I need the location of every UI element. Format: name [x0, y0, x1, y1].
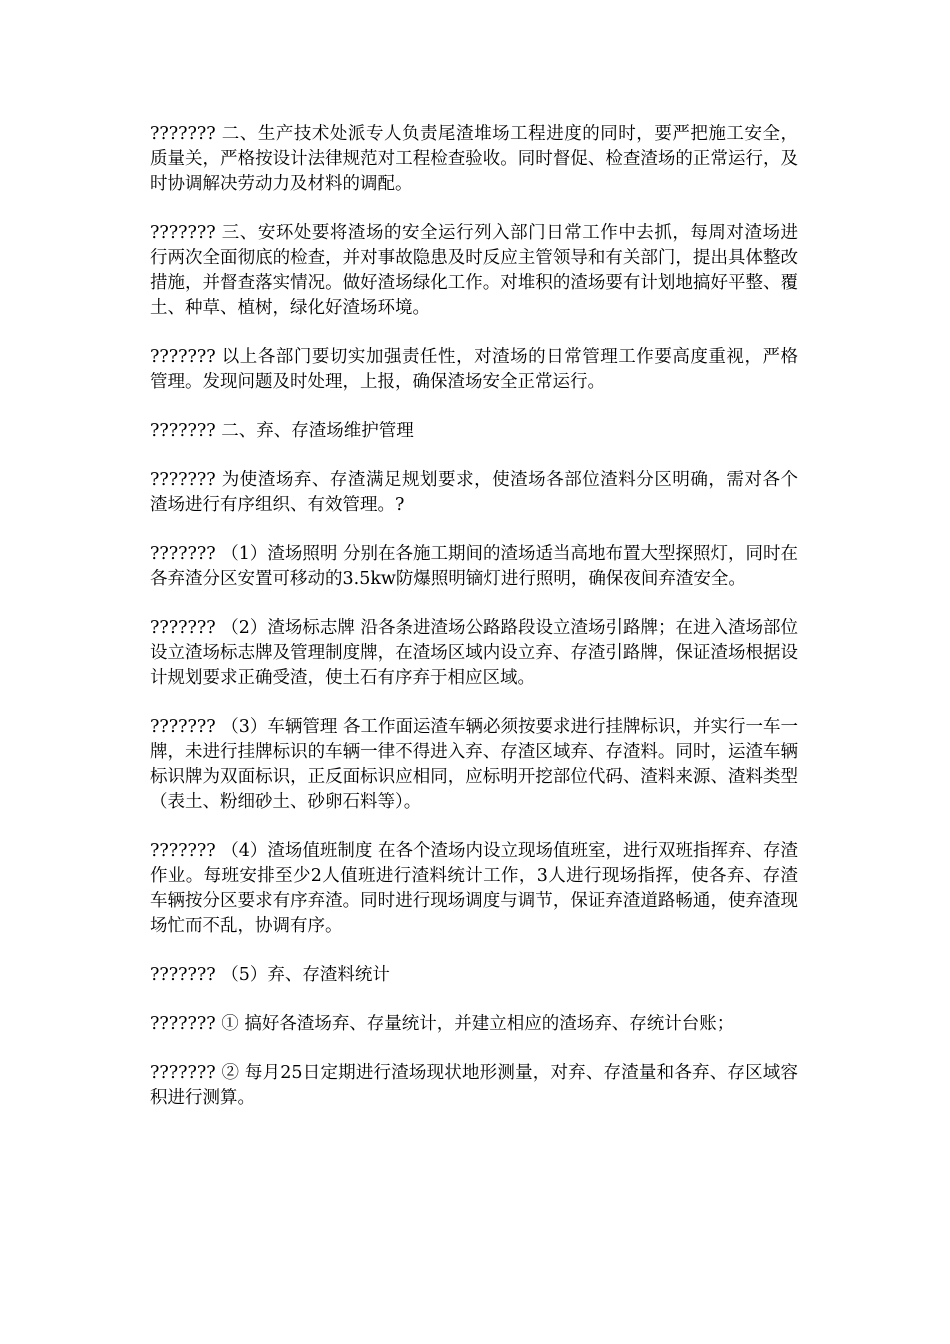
- paragraph-text: 以上各部门要切实加强责任性，对渣场的日常管理工作要高度重视，严格管理。发现问题及时处理，上报，确保渣场安全正常运行。: [150, 347, 798, 392]
- paragraph-text: （5）弃、存渣料统计: [215, 965, 390, 985]
- paragraph-prefix: ???????: [150, 618, 216, 638]
- paragraph: [150, 839, 798, 939]
- paragraph-prefix: ???????: [150, 223, 216, 243]
- paragraph-text: （3）车辆管理 各工作面运渣车辆必须按要求进行挂牌标识，并实行一车一牌，未进行挂牌标识的车辆一律不得进入弃、存渣区域弃、存渣料。同时，运渣车辆标识牌为双面标识，正反面标识应相同，应标明开挖部位代码、渣料来源、渣料类型（表土、粉细砂土、砂卵石料等）。: [150, 717, 798, 812]
- paragraph: [150, 542, 798, 592]
- paragraph-text: 二、弃、存渣场维护管理: [215, 421, 414, 441]
- paragraph-text: ① 搞好各渣场弃、存量统计，并建立相应的渣场弃、存统计台账；: [215, 1014, 735, 1034]
- paragraph-prefix: ???????: [150, 965, 216, 985]
- list-item: [150, 1012, 798, 1037]
- paragraph-text: （2）渣场标志牌 沿各条进渣场公路路段设立渣场引路牌；在进入渣场部位设立渣场标志牌及管理制度牌，在渣场区域内设立弃、存渣引路牌，保证渣场根据设计规划要求正确受渣，使土石有序弃于相应区域。: [150, 618, 798, 688]
- paragraph-prefix: ???????: [150, 1014, 216, 1034]
- paragraph: [150, 122, 798, 197]
- paragraph: [150, 468, 798, 518]
- paragraph-prefix: ???????: [150, 717, 216, 737]
- paragraph: [150, 616, 798, 691]
- paragraph-prefix: ???????: [150, 421, 216, 441]
- paragraph-text: 三、安环处要将渣场的安全运行列入部门日常工作中去抓，每周对渣场进行两次全面彻底的检查，并对事故隐患及时反应主管领导和有关部门，提出具体整改措施，并督查落实情况。做好渣场绿化工作。对堆积的渣场要有计划地搞好平整、覆土、种草、植树，绿化好渣场环境。: [150, 223, 798, 318]
- paragraph-prefix: ???????: [150, 544, 216, 564]
- list-item: [150, 1061, 798, 1111]
- paragraph: [150, 345, 798, 395]
- paragraph-prefix: ???????: [150, 347, 216, 367]
- paragraph: [150, 221, 798, 321]
- paragraph-text: （1）渣场照明 分别在各施工期间的渣场适当高地布置大型探照灯，同时在各弃渣分区安置可移动的3.5kw防爆照明镝灯进行照明，确保夜间弃渣安全。: [150, 544, 798, 589]
- paragraph-prefix: ???????: [150, 1063, 216, 1083]
- paragraph-prefix: ???????: [150, 841, 216, 861]
- document-body: [150, 122, 798, 1135]
- section-heading: [150, 419, 798, 444]
- paragraph-text: ② 每月25日定期进行渣场现状地形测量，对弃、存渣量和各弃、存区域容积进行测算。: [150, 1063, 798, 1108]
- paragraph-text: 二、生产技术处派专人负责尾渣堆场工程进度的同时，要严把施工安全，质量关，严格按设计法律规范对工程检查验收。同时督促、检查渣场的正常运行，及时协调解决劳动力及材料的调配。: [150, 124, 798, 194]
- subsection-heading: [150, 963, 798, 988]
- paragraph-prefix: ???????: [150, 470, 216, 490]
- paragraph-text: （4）渣场值班制度 在各个渣场内设立现场值班室，进行双班指挥弃、存渣作业。每班安排至少2人值班进行渣料统计工作，3人进行现场指挥，使各弃、存渣车辆按分区要求有序弃渣。同时进行现场调度与调节，保证弃渣道路畅通，使弃渣现场忙而不乱，协调有序。: [150, 841, 798, 936]
- paragraph-text: 为使渣场弃、存渣满足规划要求，使渣场各部位渣料分区明确，需对各个渣场进行有序组织、有效管理。?: [150, 470, 798, 515]
- paragraph: [150, 715, 798, 815]
- paragraph-prefix: ???????: [150, 124, 216, 144]
